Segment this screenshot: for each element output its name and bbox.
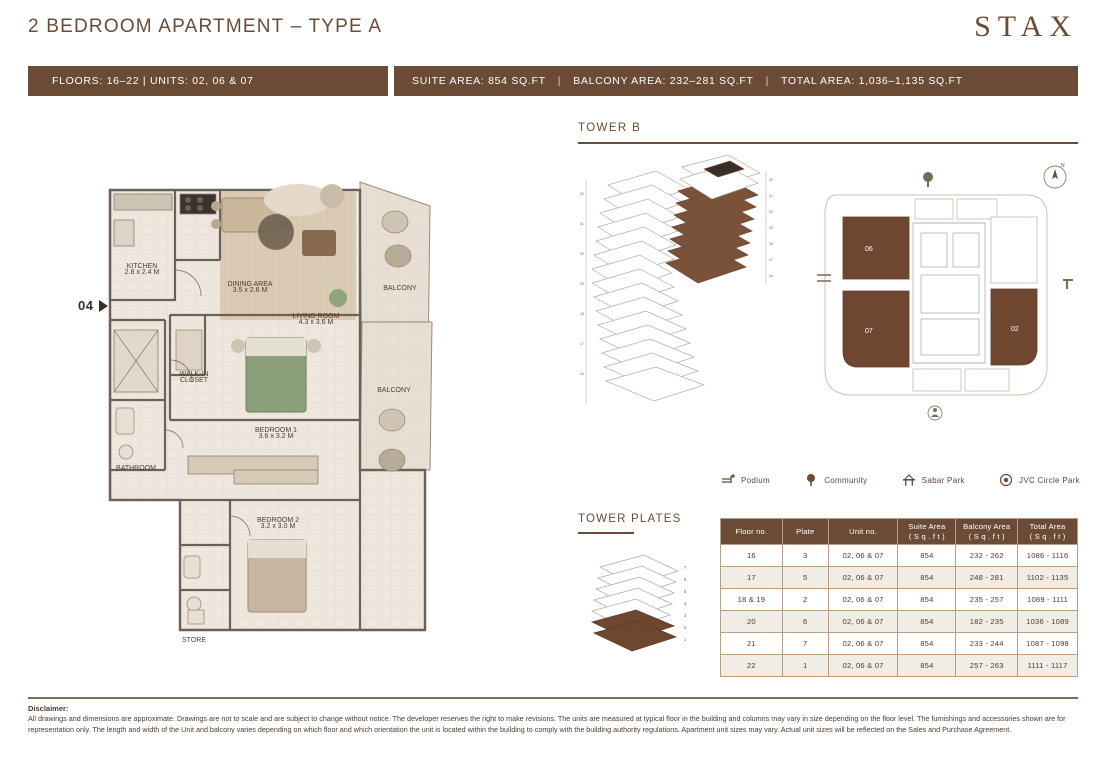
svg-text:16: 16	[580, 372, 584, 376]
svg-text:07: 07	[865, 328, 873, 335]
svg-text:2.8 x 2.4 M: 2.8 x 2.4 M	[124, 269, 160, 276]
svg-text:DINING AREA: DINING AREA	[227, 281, 273, 288]
svg-text:1: 1	[684, 637, 687, 642]
table-row	[721, 589, 1078, 611]
cell-suite: 854	[898, 611, 956, 633]
svg-text:STORE: STORE	[182, 637, 206, 644]
svg-text:4: 4	[684, 601, 687, 606]
bar-separator-2: |	[765, 75, 769, 87]
cell-plate: 1	[782, 655, 828, 677]
page-title: 2 BEDROOM APARTMENT – TYPE A	[28, 16, 383, 37]
svg-text:22: 22	[769, 178, 773, 182]
cell-floor: 20	[721, 611, 783, 633]
cell-total: 1086 - 1116	[1018, 545, 1078, 567]
park-icon	[901, 473, 917, 487]
cell-plate: 2	[782, 589, 828, 611]
svg-text:3: 3	[684, 613, 687, 618]
table-row	[721, 655, 1078, 677]
unit-areas-table	[720, 518, 1078, 677]
cell-unit: 02, 06 & 07	[828, 655, 898, 677]
legend-item-jvc-circle-park	[998, 473, 1080, 487]
svg-text:19: 19	[580, 282, 584, 286]
svg-text:3.2 x 3.0 M: 3.2 x 3.0 M	[260, 523, 296, 530]
table-header-row	[721, 519, 1078, 545]
suite-area-text: SUITE AREA: 854 SQ.FT	[412, 75, 546, 87]
cell-balcony: 233 - 244	[956, 633, 1018, 655]
floor-key-plate	[805, 155, 1080, 435]
svg-text:18: 18	[769, 242, 773, 246]
cell-unit: 02, 06 & 07	[828, 611, 898, 633]
areas-bar	[394, 66, 1078, 96]
cell-total: 1087 - 1098	[1018, 633, 1078, 655]
svg-text:BEDROOM 1: BEDROOM 1	[254, 427, 298, 434]
stack-scale-right	[766, 171, 773, 285]
cell-unit: 02, 06 & 07	[828, 589, 898, 611]
unit-pointer-icon	[99, 300, 108, 312]
cell-balcony: 182 - 235	[956, 611, 1018, 633]
svg-text:4.3 x 3.6 M: 4.3 x 3.6 M	[298, 319, 334, 326]
legend-item-sabar-park	[901, 473, 965, 487]
unit-block-07	[843, 291, 909, 367]
svg-text:16: 16	[769, 274, 773, 278]
svg-text:19: 19	[769, 226, 773, 230]
tower-plates-heading: TOWER PLATES	[578, 513, 682, 525]
cell-total: 1036 - 1089	[1018, 611, 1078, 633]
svg-text:KITCHEN: KITCHEN	[126, 263, 158, 270]
floors-units-text: FLOORS: 16–22 | UNITS: 02, 06 & 07	[52, 75, 254, 87]
cell-suite: 854	[898, 589, 956, 611]
svg-text:7: 7	[684, 565, 687, 570]
col-balcony-area: Balcony Area ( S q . f t )	[956, 519, 1018, 545]
svg-text:CLOSET: CLOSET	[179, 377, 209, 384]
balcony-area-text: BALCONY AREA: 232–281 SQ.FT	[573, 75, 754, 87]
svg-text:3.6 x 3.2 M: 3.6 x 3.2 M	[258, 433, 294, 440]
col-unit-no: Unit no.	[828, 519, 898, 545]
col-floor-no: Floor no.	[721, 519, 783, 545]
legend-label-jvc-circle-park: JVC Circle Park	[1019, 475, 1080, 485]
bar-separator-1: |	[557, 75, 562, 87]
svg-text:N: N	[1061, 163, 1065, 169]
svg-text:02: 02	[1011, 326, 1019, 333]
tree-icon	[803, 473, 819, 487]
table-row	[721, 633, 1078, 655]
cell-floor: 17	[721, 567, 783, 589]
svg-text:5: 5	[684, 589, 687, 594]
svg-text:20: 20	[580, 252, 584, 256]
tree-icon-top	[923, 172, 933, 187]
cell-suite: 854	[898, 567, 956, 589]
cell-floor: 18 & 19	[721, 589, 783, 611]
svg-text:BATHROOM: BATHROOM	[116, 465, 156, 472]
table-row	[721, 567, 1078, 589]
cell-plate: 6	[782, 611, 828, 633]
bedroom-2-furniture	[248, 540, 306, 612]
cell-floor: 16	[721, 545, 783, 567]
col-suite-area: Suite Area ( S q . f t )	[898, 519, 956, 545]
svg-text:BEDROOM 2: BEDROOM 2	[256, 517, 300, 524]
disclaimer-title: Disclaimer:	[28, 704, 69, 713]
svg-text:22: 22	[580, 192, 584, 196]
cell-balcony: 235 - 257	[956, 589, 1018, 611]
floor-plan	[70, 170, 500, 650]
svg-text:2: 2	[684, 625, 687, 630]
svg-text:LIVING ROOM: LIVING ROOM	[292, 313, 340, 320]
svg-text:17: 17	[580, 342, 584, 346]
plate-numbers	[684, 565, 687, 642]
svg-text:06: 06	[865, 246, 873, 253]
cell-plate: 7	[782, 633, 828, 655]
unit-number-marker	[78, 298, 108, 313]
brand-logo: STAX	[974, 10, 1078, 43]
circle-park-icon	[998, 473, 1014, 487]
svg-text:17: 17	[769, 258, 773, 262]
disclaimer-divider	[28, 697, 1078, 699]
disclaimer-body: All drawings and dimensions are approximate. Drawings are not to scale and are subject to change without notice. The developer reserves the right to make revisions. The units are measured at typical floor in the building and columns may vary in size depending on the floor level. The furnishings and accessories shown are for representation only. The length and width of the Unit and balcony varies depending on which floor and which orientation the unit is located within the building to comply with the building authority regulations. Apartment unit sizes may vary. Actual unit sizes will be reflected on the Sales and Purchase Agreement.	[28, 714, 1066, 734]
col-plate: Plate	[782, 519, 828, 545]
cell-total: 1102 - 1135	[1018, 567, 1078, 589]
svg-text:3.5 x 2.6 M: 3.5 x 2.6 M	[232, 287, 268, 294]
stack-scale-left	[580, 179, 586, 405]
cell-suite: 854	[898, 545, 956, 567]
tower-plates-diagram	[578, 545, 708, 665]
tower-divider	[578, 142, 1078, 144]
unit-block-02	[991, 289, 1037, 365]
tower-stack-diagram	[578, 155, 788, 435]
svg-text:6: 6	[684, 577, 687, 582]
table-row	[721, 611, 1078, 633]
table-row	[721, 545, 1078, 567]
cell-balcony: 257 - 263	[956, 655, 1018, 677]
cell-total: 1111 - 1117	[1018, 655, 1078, 677]
amenity-legend	[720, 473, 1080, 487]
cell-floor: 22	[721, 655, 783, 677]
svg-text:21: 21	[769, 194, 773, 198]
cell-suite: 854	[898, 633, 956, 655]
cell-total: 1089 - 1111	[1018, 589, 1078, 611]
legend-item-podium	[720, 473, 770, 487]
svg-text:18: 18	[580, 312, 584, 316]
unit-block-06	[843, 217, 909, 279]
legend-label-community: Community	[824, 475, 868, 485]
park-icon-right	[1063, 279, 1073, 289]
tower-heading: TOWER B	[578, 122, 642, 134]
svg-text:20: 20	[769, 210, 773, 214]
cell-suite: 854	[898, 655, 956, 677]
cell-floor: 21	[721, 633, 783, 655]
legend-label-podium: Podium	[741, 475, 770, 485]
col-total-area: Total Area ( S q . f t )	[1018, 519, 1078, 545]
legend-label-sabar-park: Sabar Park	[921, 475, 965, 485]
person-icon-bottom	[928, 406, 942, 420]
svg-text:BALCONY: BALCONY	[383, 285, 417, 292]
svg-text:WALK-IN: WALK-IN	[179, 371, 209, 378]
pool-icon	[720, 473, 736, 487]
svg-text:BALCONY: BALCONY	[377, 387, 411, 394]
floor-plan-drawing	[70, 170, 500, 650]
cell-plate: 5	[782, 567, 828, 589]
tower-plates-divider	[578, 532, 634, 534]
floors-units-bar	[28, 66, 388, 96]
cell-unit: 02, 06 & 07	[828, 567, 898, 589]
total-area-text: TOTAL AREA: 1,036–1,135 SQ.FT	[781, 75, 963, 87]
cell-balcony: 232 - 262	[956, 545, 1018, 567]
compass-icon	[1044, 163, 1066, 188]
cell-unit: 02, 06 & 07	[828, 633, 898, 655]
unit-number-label: 04	[78, 298, 94, 313]
cell-unit: 02, 06 & 07	[828, 545, 898, 567]
legend-item-community	[803, 473, 867, 487]
cell-plate: 3	[782, 545, 828, 567]
svg-text:21: 21	[580, 222, 584, 226]
cell-balcony: 248 - 281	[956, 567, 1018, 589]
